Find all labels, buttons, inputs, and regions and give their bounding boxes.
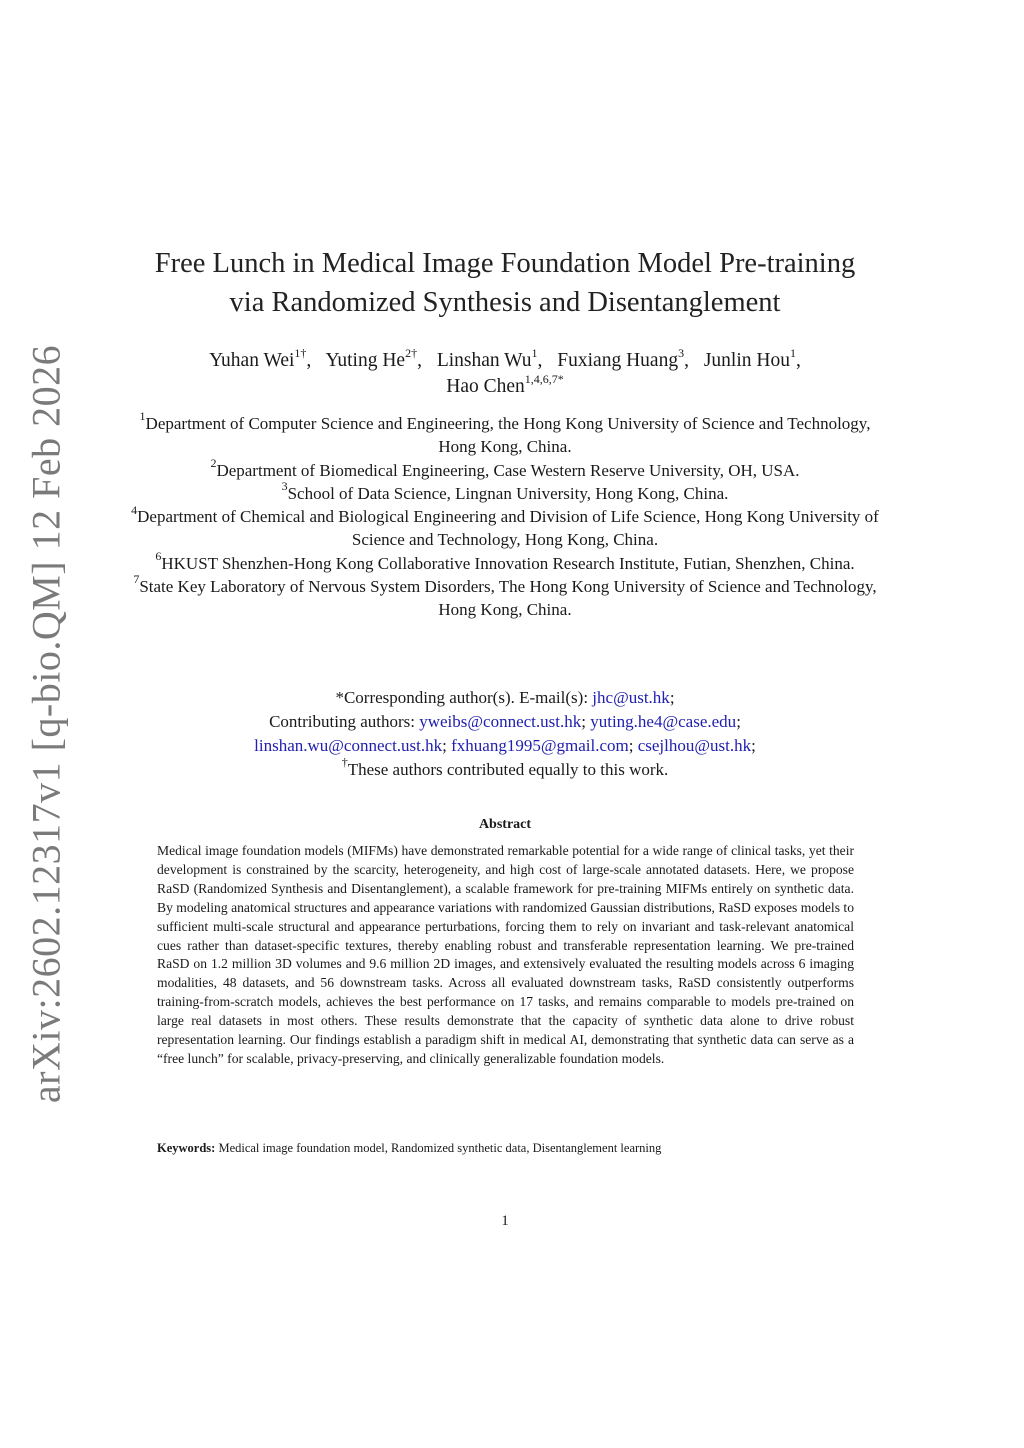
affiliation-text: HKUST Shenzhen-Hong Kong Collaborative Innovation Research Institute, Futian, Shenzhen, China.	[161, 553, 855, 573]
author-superscript: 1†	[294, 345, 307, 360]
equal-contribution-note	[120, 755, 890, 782]
author-entry	[436, 345, 543, 371]
author-separator: ,	[306, 350, 312, 371]
author-name: Yuhan Wei	[209, 350, 295, 371]
email-link[interactable]: fxhuang1995@gmail.com	[451, 736, 629, 755]
affiliation-text: Department of Computer Science and Engineering, the Hong Kong University of Science and Technology, Hong Kong, China.	[145, 414, 871, 457]
author-superscript: 1	[531, 345, 538, 360]
author-name: Fuxiang Huang	[557, 350, 679, 371]
affiliation-item	[130, 572, 880, 622]
email-link[interactable]: yweibs@connect.ust.hk	[419, 712, 582, 731]
author-separator: ,	[795, 350, 801, 371]
author-entry	[557, 345, 689, 371]
equal-contribution-text: These authors contributed equally to this work.	[347, 760, 669, 779]
author-name: Linshan Wu	[436, 350, 532, 371]
title-line-1: Free Lunch in Medical Image Foundation Model Pre-training	[154, 248, 856, 279]
affiliation-number: 2	[210, 455, 217, 470]
affiliation-item	[130, 479, 880, 505]
author-line-1	[120, 345, 890, 374]
author-name: Junlin Hou	[703, 350, 790, 371]
author-separator: ,	[537, 350, 543, 371]
author-name: Hao Chen	[446, 376, 525, 397]
affiliation-list	[130, 409, 880, 622]
paper-title	[120, 244, 890, 322]
keywords-label: Keywords:	[157, 1141, 216, 1155]
affiliation-item	[130, 455, 880, 482]
author-superscript: 1,4,6,7*	[524, 371, 564, 386]
affiliation-number: 3	[281, 479, 288, 494]
affiliation-text: School of Data Science, Lingnan University, Hong Kong, China.	[287, 483, 729, 503]
author-superscript: 1	[789, 345, 796, 360]
author-list	[120, 345, 890, 400]
author-line-2	[120, 371, 890, 400]
author-superscript: 3	[678, 345, 685, 360]
affiliation-number: 1	[139, 409, 146, 424]
affiliation-number: 7	[133, 572, 140, 587]
affiliation-item	[130, 502, 880, 552]
contributing-authors-line: Contributing authors: yweibs@connect.ust.hk; yuting.he4@case.edu;	[269, 712, 741, 731]
author-entry	[325, 345, 422, 371]
author-separator: ,	[417, 350, 422, 371]
contributing-authors-label: Contributing authors:	[269, 712, 420, 731]
contributing-emails-line: linshan.wu@connect.ust.hk; fxhuang1995@gmail.com; csejlhou@ust.hk;	[254, 736, 756, 755]
author-entry	[703, 345, 801, 371]
abstract-body: Medical image foundation models (MIFMs) have demonstrated remarkable potential for a wide range of clinical tasks, yet their development is constrained by the scarcity, heterogeneity, and high cost of large-scale annotated datasets. Here, we propose RaSD (Randomized Synthesis and Disentanglement), a scalable framework for pre-training MIFMs entirely on synthetic data. By modeling anatomical structures and appearance variations with randomized Gaussian distributions, RaSD exposes models to sufficient multi-scale structural and appearance perturbations, forcing them to rely on invariant and task-relevant anatomical cues rather than dataset-specific textures, thereby enabling robust and transferable representation learning. We pre-trained RaSD on 1.2 million 3D volumes and 9.6 million 2D images, and extensively evaluated the resulting models across 6 imaging modalities, 48 datasets, and 56 downstream tasks. Across all evaluated downstream tasks, RaSD consistently outperforms training-from-scratch models, achieves the best performance on 17 tasks, and remains comparable to models pre-trained on large real datasets in most others. These results demonstrate that the capacity of synthetic data alone to drive robust representation learning. Our findings establish a paradigm shift in medical AI, demonstrating that synthetic data can serve as a “free lunch” for scalable, privacy-preserving, and clinically generalizable foundation models.	[157, 843, 854, 1066]
correspondence-block	[120, 686, 890, 782]
email-link[interactable]: csejlhou@ust.hk	[637, 736, 752, 755]
keywords-text: Medical image foundation model, Randomized synthetic data, Disentanglement learning	[218, 1141, 662, 1155]
author-entry	[209, 345, 312, 371]
title-line-2: via Randomized Synthesis and Disentanglement	[229, 287, 781, 318]
corresponding-author-line: *Corresponding author(s). E-mail(s): jhc@ust.hk;	[335, 688, 675, 707]
affiliation-text: State Key Laboratory of Nervous System Disorders, The Hong Kong University of Science and Technology, Hong Kong, China.	[139, 577, 877, 620]
affiliation-text: Department of Chemical and Biological Engineering and Division of Life Science, Hong Kong University of Science and Technology, Hong Kong, China.	[137, 507, 879, 550]
author-separator: ,	[684, 350, 689, 371]
corresponding-author-label: *Corresponding author(s). E-mail(s):	[335, 688, 593, 707]
affiliation-text: Department of Biomedical Engineering, Case Western Reserve University, OH, USA.	[216, 460, 800, 480]
abstract-heading: Abstract	[478, 817, 532, 832]
author-name: Yuting He	[325, 350, 406, 371]
corresponding-email-link[interactable]: jhc@ust.hk	[592, 688, 670, 707]
email-link[interactable]: linshan.wu@connect.ust.hk	[254, 736, 443, 755]
email-link[interactable]: yuting.he4@case.edu	[590, 712, 737, 731]
affiliation-number: 6	[155, 549, 162, 564]
author-superscript: 2†	[405, 345, 418, 360]
page-number: 1	[501, 1213, 509, 1229]
keywords-line	[157, 1141, 854, 1156]
author-entry	[446, 371, 564, 397]
dagger-mark: †	[341, 755, 348, 770]
affiliation-item	[130, 549, 880, 575]
arxiv-identifier-stamp: arXiv:2602.12317v1 [q-bio.QM] 12 Feb 2026	[23, 344, 69, 1104]
affiliation-number: 4	[131, 502, 138, 517]
affiliation-item	[130, 409, 880, 459]
